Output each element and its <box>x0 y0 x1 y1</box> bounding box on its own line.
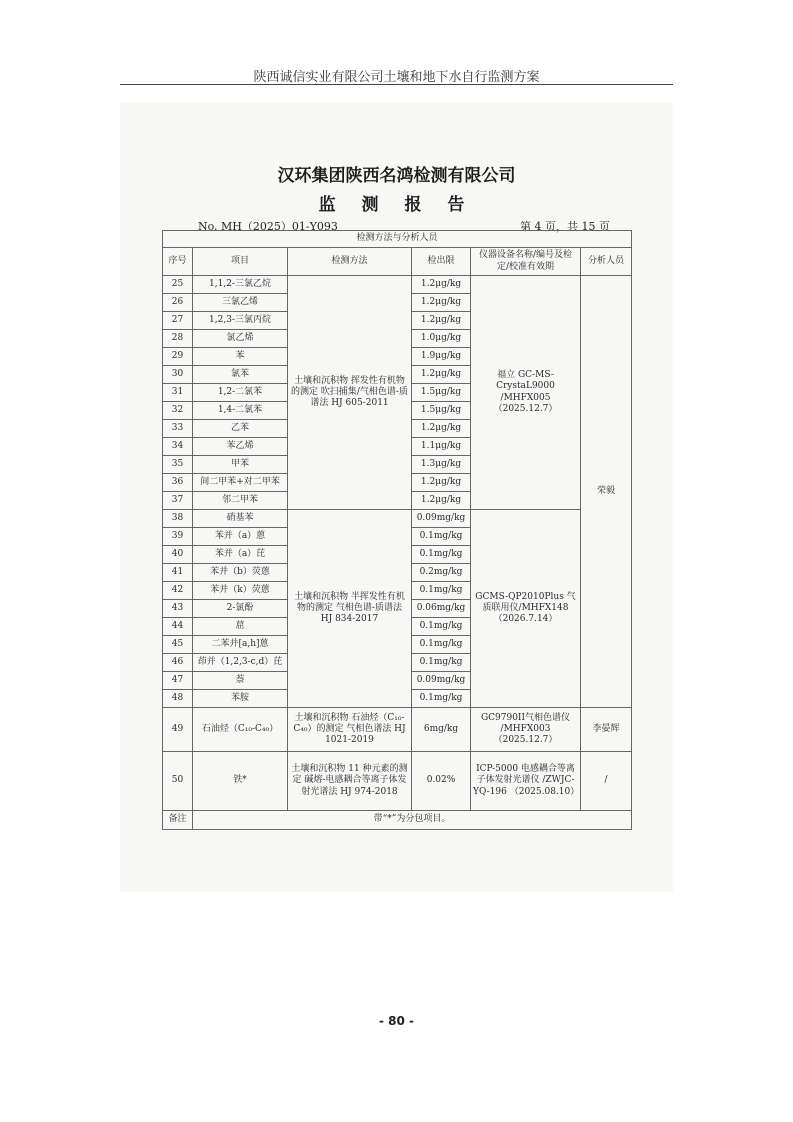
row-limit: 1.2μg/kg <box>412 492 471 510</box>
row-no: 43 <box>163 600 193 618</box>
row-no: 50 <box>163 752 193 811</box>
row-item: 间二甲苯+对二甲苯 <box>193 474 288 492</box>
row-no: 41 <box>163 564 193 582</box>
instrument-group-1: 福立 GC-MS-CrystaL9000 /MHFX005（2025.12.7） <box>471 276 581 510</box>
row-no: 29 <box>163 348 193 366</box>
row-item: 苯胺 <box>193 690 288 708</box>
row-no: 40 <box>163 546 193 564</box>
row-no: 33 <box>163 420 193 438</box>
row-no: 49 <box>163 708 193 752</box>
row-instrument: ICP-5000 电感耦合等离子体发射光谱仪 /ZWJC-YQ-196 （2025.08.10） <box>471 752 581 811</box>
row-limit: 1.2μg/kg <box>412 474 471 492</box>
row-item: 萘 <box>193 672 288 690</box>
table-row <box>163 708 632 752</box>
page-number: - 80 - <box>378 1014 414 1028</box>
table-row <box>163 752 632 811</box>
row-limit: 1.2μg/kg <box>412 294 471 312</box>
row-method: 土壤和沉积物 11 种元素的测定 碱熔-电感耦合等离子体发射光谱法 HJ 974-2018 <box>288 752 412 811</box>
table-title-row <box>163 231 632 248</box>
row-no: 45 <box>163 636 193 654</box>
instrument-group-2: GCMS-QP2010Plus 气质联用仪/MHFX148 （2026.7.14） <box>471 510 581 708</box>
row-no: 27 <box>163 312 193 330</box>
row-limit: 0.06mg/kg <box>412 600 471 618</box>
method-table <box>162 230 632 830</box>
row-no: 34 <box>163 438 193 456</box>
row-limit: 6mg/kg <box>412 708 471 752</box>
page-header: 陕西诚信实业有限公司土壤和地下水自行监测方案 <box>253 70 540 85</box>
row-item: 邻二甲苯 <box>193 492 288 510</box>
row-no: 48 <box>163 690 193 708</box>
page-info: 第 4 页，共 15 页 <box>520 220 610 233</box>
row-item: 石油烃（C₁₀-C₄₀） <box>193 708 288 752</box>
row-no: 32 <box>163 402 193 420</box>
row-item: 硝基苯 <box>193 510 288 528</box>
row-limit: 0.1mg/kg <box>412 690 471 708</box>
header-no: 序号 <box>163 248 193 276</box>
row-item: 铁* <box>193 752 288 811</box>
table-row <box>163 510 632 528</box>
row-limit: 0.1mg/kg <box>412 582 471 600</box>
row-item: 苯并（a）芘 <box>193 546 288 564</box>
row-limit: 0.1mg/kg <box>412 546 471 564</box>
row-limit: 0.09mg/kg <box>412 510 471 528</box>
row-item: 苯并（a）蒽 <box>193 528 288 546</box>
row-item: 氯乙烯 <box>193 330 288 348</box>
report-number: No. MH（2025）01-Y093 <box>198 220 338 233</box>
row-no: 25 <box>163 276 193 294</box>
row-item: 1,4-二氯苯 <box>193 402 288 420</box>
row-item: 苯并（k）荧蒽 <box>193 582 288 600</box>
row-limit: 1.2μg/kg <box>412 366 471 384</box>
row-limit: 0.1mg/kg <box>412 636 471 654</box>
row-limit: 0.02% <box>412 752 471 811</box>
row-limit: 0.2mg/kg <box>412 564 471 582</box>
row-no: 47 <box>163 672 193 690</box>
row-limit: 0.1mg/kg <box>412 654 471 672</box>
method-group-1: 土壤和沉积物 挥发性有机物的测定 吹扫捕集/气相色谱-质谱法 HJ 605-2011 <box>288 276 412 510</box>
row-item: 苯并（b）荧蒽 <box>193 564 288 582</box>
table-row <box>163 276 632 294</box>
row-no: 39 <box>163 528 193 546</box>
row-limit: 1.9μg/kg <box>412 348 471 366</box>
report-title: 监 测 报 告 <box>318 195 475 215</box>
header-method: 检测方法 <box>288 248 412 276</box>
row-item: 三氯乙烯 <box>193 294 288 312</box>
row-item: 1,1,2-三氯乙烷 <box>193 276 288 294</box>
row-no: 46 <box>163 654 193 672</box>
row-item: 乙苯 <box>193 420 288 438</box>
row-item: 苯乙烯 <box>193 438 288 456</box>
row-method: 土壤和沉积物 石油烃（C₁₀-C₄₀）的测定 气相色谱法 HJ 1021-2019 <box>288 708 412 752</box>
row-no: 42 <box>163 582 193 600</box>
analyst-1: 荣毅 <box>581 276 632 708</box>
remarks-label: 备注 <box>163 811 193 830</box>
header-item: 项目 <box>193 248 288 276</box>
row-no: 38 <box>163 510 193 528</box>
row-no: 36 <box>163 474 193 492</box>
row-no: 26 <box>163 294 193 312</box>
row-limit: 1.0μg/kg <box>412 330 471 348</box>
header-rule <box>120 84 673 85</box>
header-instrument: 仪器设备名称/编号及检定/校准有效期 <box>471 248 581 276</box>
company-name: 汉环集团陕西名鸿检测有限公司 <box>277 166 516 186</box>
method-group-2: 土壤和沉积物 半挥发性有机物的测定 气相色谱-质谱法 HJ 834-2017 <box>288 510 412 708</box>
row-item: 1,2,3-三氯丙烷 <box>193 312 288 330</box>
row-no: 30 <box>163 366 193 384</box>
row-instrument: GC9790II气相色谱仪 /MHFX003（2025.12.7） <box>471 708 581 752</box>
row-limit: 1.2μg/kg <box>412 276 471 294</box>
row-limit: 1.2μg/kg <box>412 312 471 330</box>
row-item: 甲苯 <box>193 456 288 474</box>
table-title: 检测方法与分析人员 <box>163 231 632 248</box>
table-header-row <box>163 248 632 276</box>
header-analyst: 分析人员 <box>581 248 632 276</box>
row-item: 氯苯 <box>193 366 288 384</box>
row-limit: 0.09mg/kg <box>412 672 471 690</box>
row-analyst: / <box>581 752 632 811</box>
row-limit: 1.3μg/kg <box>412 456 471 474</box>
row-no: 35 <box>163 456 193 474</box>
row-no: 44 <box>163 618 193 636</box>
row-limit: 0.1mg/kg <box>412 528 471 546</box>
row-limit: 0.1mg/kg <box>412 618 471 636</box>
row-limit: 1.2μg/kg <box>412 420 471 438</box>
row-analyst: 李晏辉 <box>581 708 632 752</box>
row-no: 31 <box>163 384 193 402</box>
row-item: 二苯并[a,h]蒽 <box>193 636 288 654</box>
row-limit: 1.1μg/kg <box>412 438 471 456</box>
row-item: 2-氯酚 <box>193 600 288 618</box>
header-limit: 检出限 <box>412 248 471 276</box>
row-item: 茚并（1,2,3-c,d）芘 <box>193 654 288 672</box>
row-item: 苯 <box>193 348 288 366</box>
remarks-row <box>163 811 632 830</box>
row-limit: 1.5μg/kg <box>412 384 471 402</box>
remarks-text: 带“*”为分包项目。 <box>193 811 632 830</box>
row-item: 1,2-二氯苯 <box>193 384 288 402</box>
row-no: 28 <box>163 330 193 348</box>
row-item: 䓛 <box>193 618 288 636</box>
row-limit: 1.5μg/kg <box>412 402 471 420</box>
row-no: 37 <box>163 492 193 510</box>
